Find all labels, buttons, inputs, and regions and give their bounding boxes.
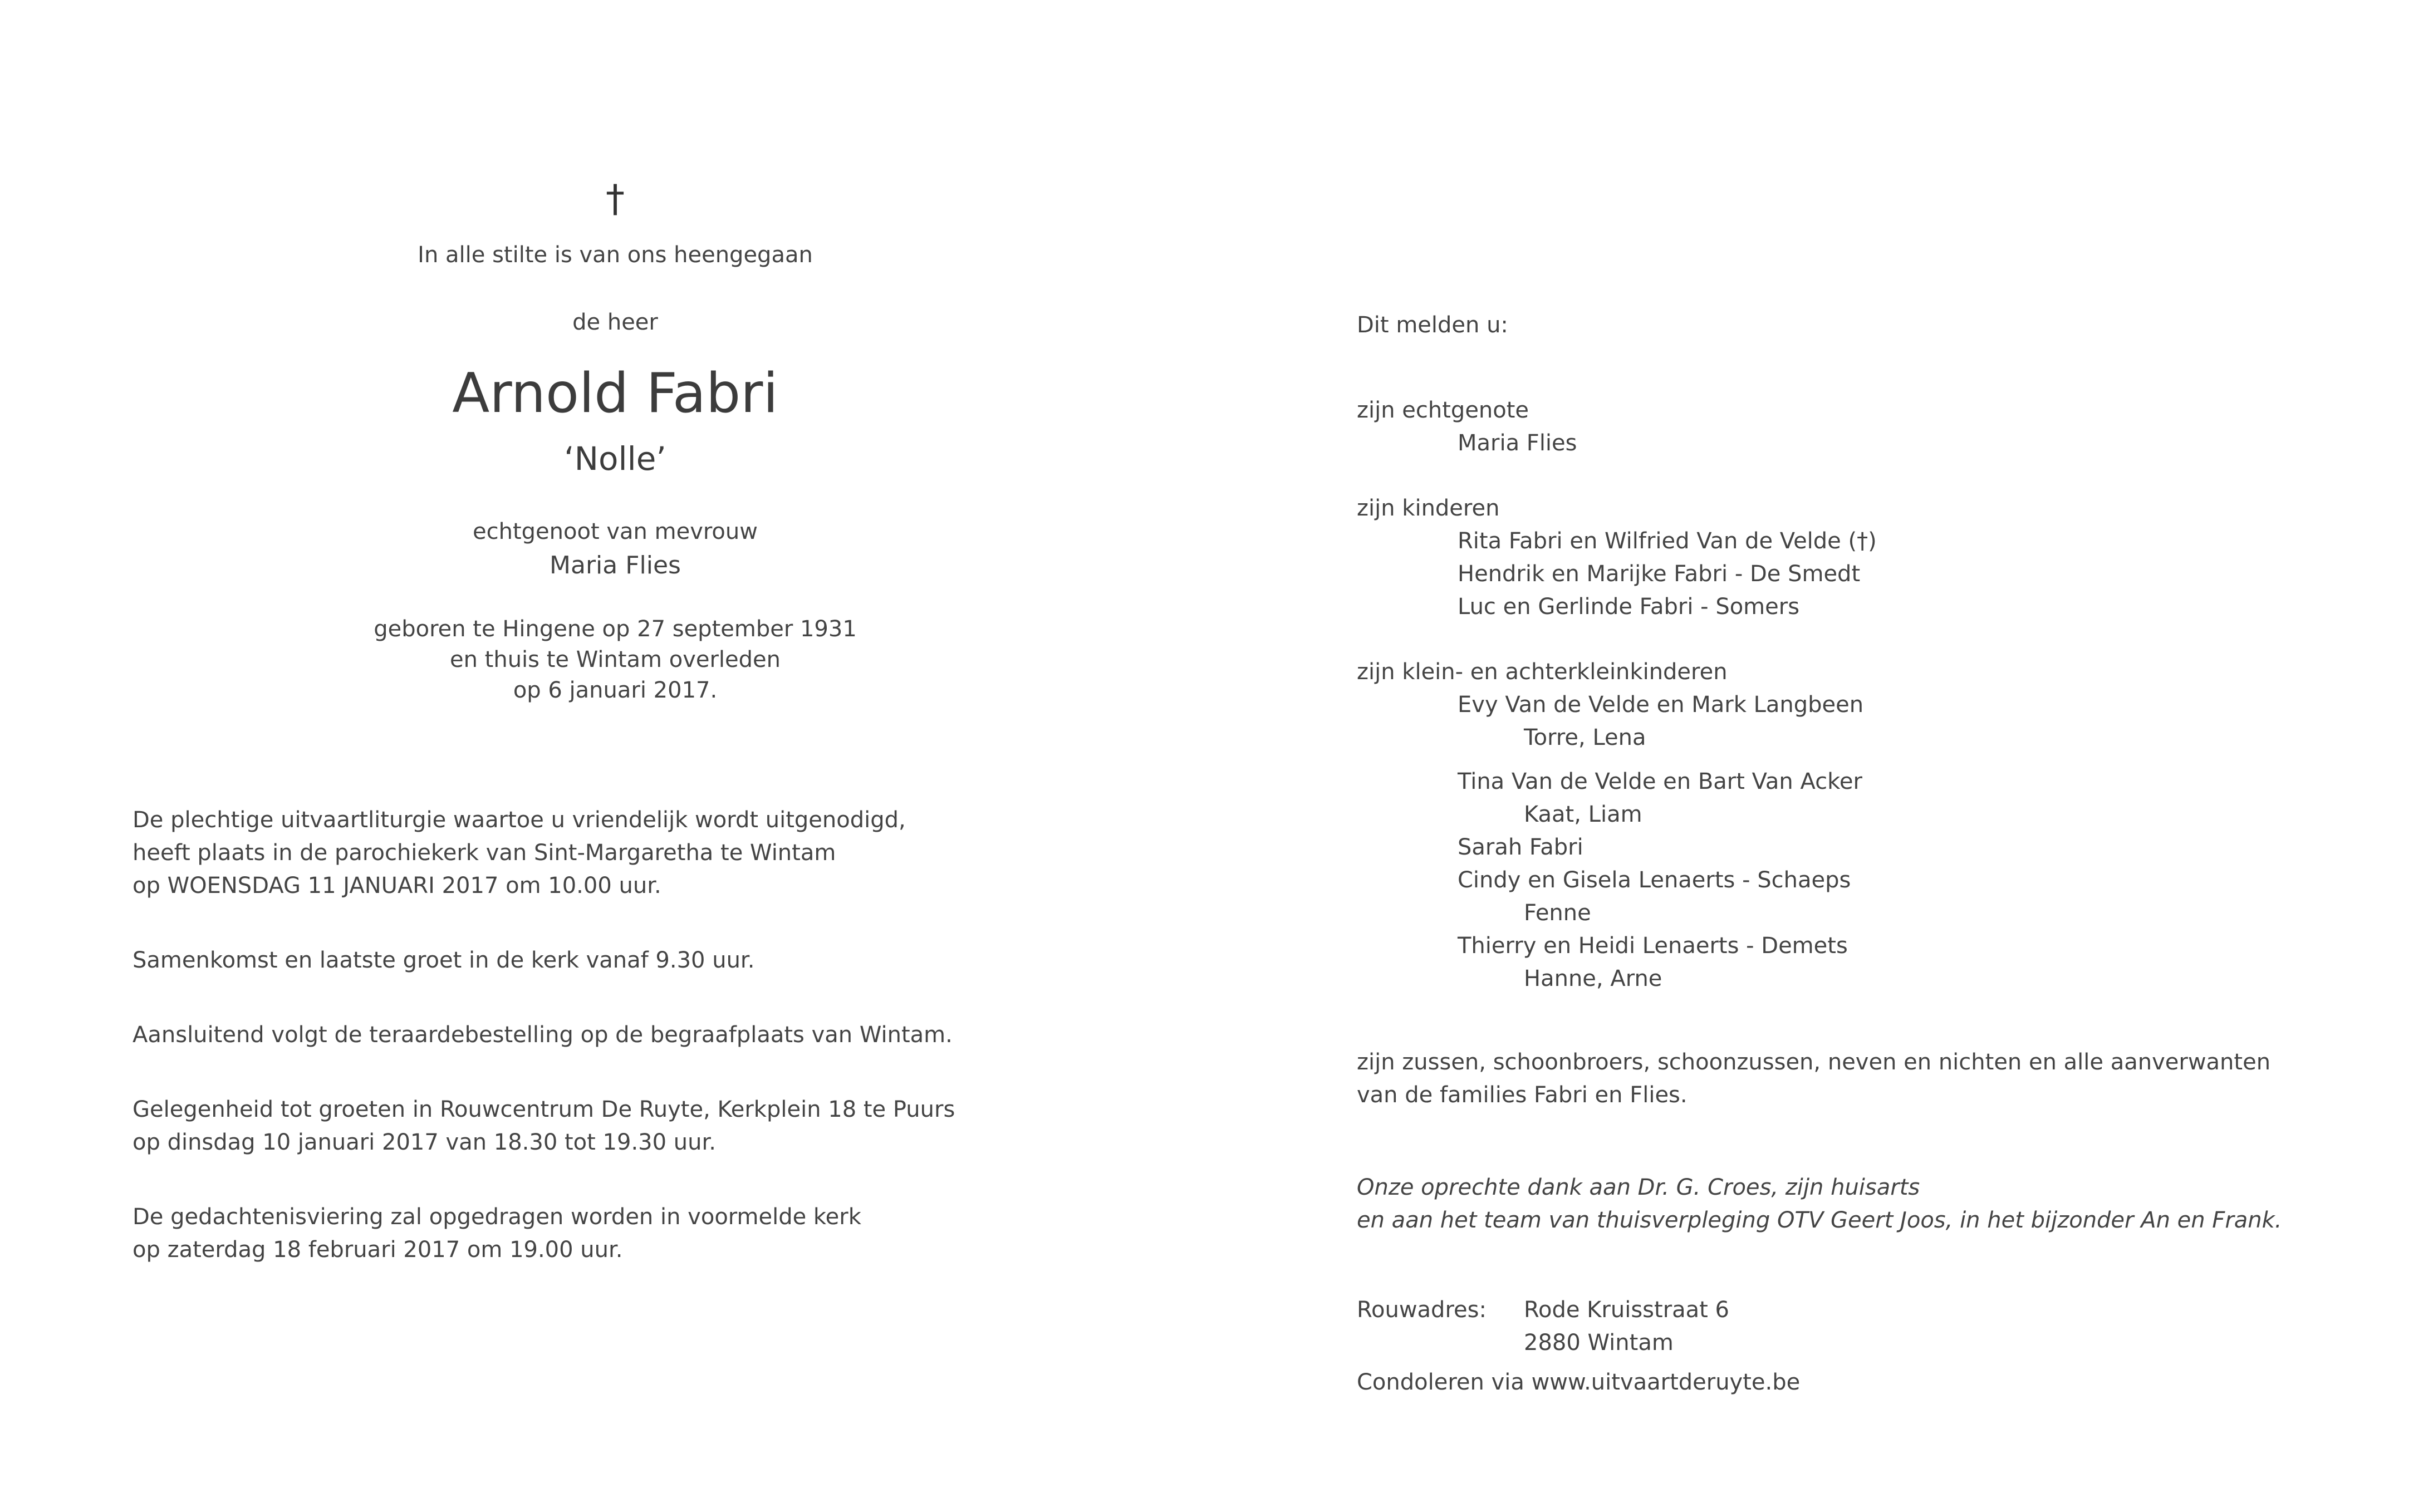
child-entry: Rita Fabri en Wilfried Van de Velde (†) <box>1458 528 1877 554</box>
grandchild-entry: Sarah Fabri <box>1458 834 1583 860</box>
children-label: zijn kinderen <box>1357 495 1500 521</box>
relatives-line: van de families Fabri en Flies. <box>1357 1082 1688 1108</box>
service-line: De gedachtenisviering zal opgedragen worden in voormelde kerk <box>133 1204 861 1230</box>
service-line: heeft plaats in de parochiekerk van Sint-Margaretha te Wintam <box>133 840 836 866</box>
spouse-section-name: Maria Flies <box>1458 430 1577 456</box>
intro-text: In alle stilte is van ons heengegaan <box>418 242 813 268</box>
spouse-section-label: zijn echtgenote <box>1357 397 1529 423</box>
service-line: Gelegenheid tot groeten in Rouwcentrum De Ruyte, Kerkplein 18 te Puurs <box>133 1097 955 1122</box>
service-line: Aansluitend volgt de teraardebestelling op de begraafplaats van Wintam. <box>133 1022 953 1048</box>
birth-text: geboren te Hingene op 27 september 1931 <box>374 616 857 642</box>
grandchild-entry: Evy Van de Velde en Mark Langbeen <box>1458 692 1864 718</box>
grandchild-entry: Thierry en Heidi Lenaerts - Demets <box>1458 933 1848 959</box>
great-grandchildren: Fenne <box>1524 900 1591 926</box>
thanks-line: en aan het team van thuisverpleging OTV Geert Joos, in het bijzonder An en Frank. <box>1357 1207 2282 1233</box>
great-grandchildren: Kaat, Liam <box>1524 802 1642 827</box>
grandchildren-label: zijn klein- en achterkleinkinderen <box>1357 659 1728 685</box>
great-grandchildren: Hanne, Arne <box>1524 966 1662 991</box>
title-prefix: de heer <box>572 310 658 335</box>
grandchild-entry: Tina Van de Velde en Bart Van Acker <box>1458 769 1862 794</box>
address-city: 2880 Wintam <box>1524 1330 1674 1356</box>
death-date-text: op 6 januari 2017. <box>513 678 718 703</box>
service-line: op zaterdag 18 februari 2017 om 19.00 uur. <box>133 1237 623 1263</box>
relatives-line: zijn zussen, schoonbroers, schoonzussen, neven en nichten en alle aanverwanten <box>1357 1049 2271 1075</box>
cross-icon: † <box>606 177 625 221</box>
deceased-name: Arnold Fabri <box>452 362 778 425</box>
service-line: op dinsdag 10 januari 2017 van 18.30 tot 19.30 uur. <box>133 1130 716 1155</box>
announce-heading: Dit melden u: <box>1357 312 1508 338</box>
spouse-label: echtgenoot van mevrouw <box>473 519 758 544</box>
grandchild-entry: Cindy en Gisela Lenaerts - Schaeps <box>1458 867 1851 893</box>
thanks-line: Onze oprechte dank aan Dr. G. Croes, zijn huisarts <box>1357 1175 1920 1200</box>
deceased-nickname: ‘Nolle’ <box>564 440 666 478</box>
great-grandchildren: Torre, Lena <box>1524 725 1646 750</box>
address-street: Rode Kruisstraat 6 <box>1524 1297 1730 1323</box>
spouse-name: Maria Flies <box>550 551 681 580</box>
service-line: De plechtige uitvaartliturgie waartoe u vriendelijk wordt uitgenodigd, <box>133 807 906 833</box>
condolence-link[interactable]: Condoleren via www.uitvaartderuyte.be <box>1357 1369 1801 1395</box>
child-entry: Hendrik en Marijke Fabri - De Smedt <box>1458 561 1861 587</box>
address-label: Rouwadres: <box>1357 1297 1487 1323</box>
death-place-text: en thuis te Wintam overleden <box>449 647 781 672</box>
service-line: Samenkomst en laatste groet in de kerk vanaf 9.30 uur. <box>133 948 755 973</box>
child-entry: Luc en Gerlinde Fabri - Somers <box>1458 594 1800 620</box>
service-line: op WOENSDAG 11 JANUARI 2017 om 10.00 uur. <box>133 873 661 899</box>
